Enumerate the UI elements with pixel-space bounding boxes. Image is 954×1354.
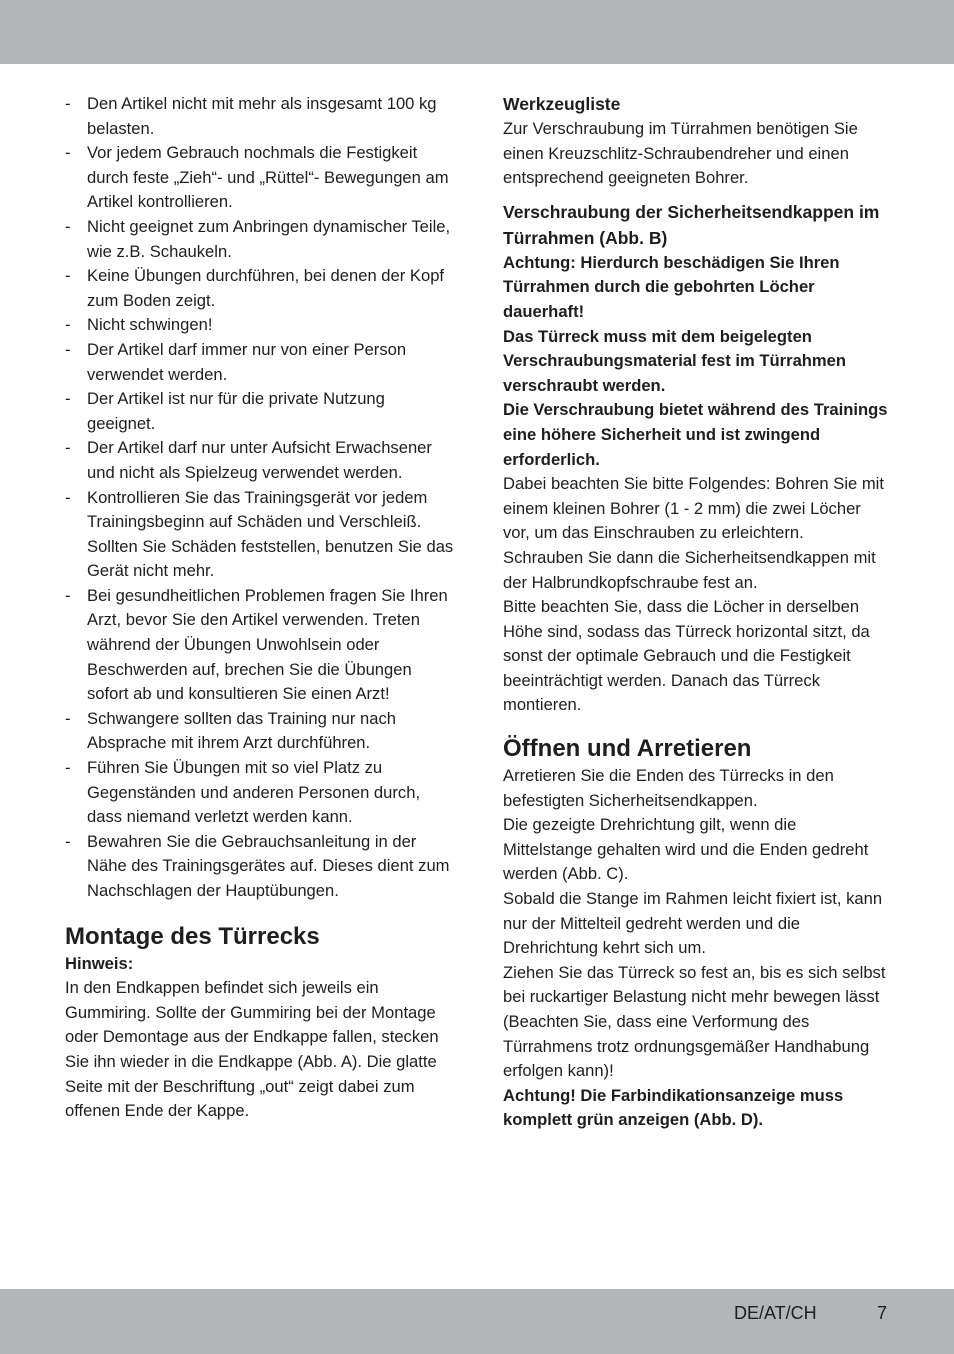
note-text: In den Endkappen befindet sich jeweils ein Gummiring. Sollte der Gummiring bei der Montage oder Demontage aus der Endkappe fallen, stecken Sie ihn wieder in die Endkappe (Abb. A). Die glatte Seite mit der Beschriftung „out“ zeigt dabei zum offenen Ende der Kappe. <box>65 978 439 1121</box>
open-paragraph-4: Ziehen Sie das Türreck so fest an, bis es sich selbst bei ruckartiger Belastung nicht mehr bewegen lässt (Beachten Sie, dass eine Verformung des Türrahmens trotz ordnungsgemäßer Handhabung erfolgen kann)! <box>503 962 886 1081</box>
list-item: - Nicht schwingen! <box>65 313 457 338</box>
list-item: - Nicht geeignet zum Anbringen dynamischer Teile, wie z.B. Schaukeln. <box>65 215 457 264</box>
tools-text: Zur Verschraubung im Türrahmen benötigen Sie einen Kreuzschlitz-Schraubendreher und einen entsprechend geeigneten Bohrer. <box>503 119 858 188</box>
note-label: Hinweis: <box>65 953 134 973</box>
tools-heading: Werkzeugliste <box>503 94 621 114</box>
list-item: - Kontrollieren Sie das Trainingsgerät vor jedem Trainingsbeginn auf Schäden und Verschleiß. Sollten Sie Schäden feststellen, benutzen Sie das Gerät nicht mehr. <box>65 486 457 584</box>
open-paragraph-2: Die gezeigte Drehrichtung gilt, wenn die Mittelstange gehalten wird und die Enden gedreht werden (Abb. C). <box>503 815 869 884</box>
list-item: - Den Artikel nicht mit mehr als insgesamt 100 kg belasten. <box>65 92 457 141</box>
list-item: - Der Artikel darf nur unter Aufsicht Erwachsener und nicht als Spielzeug verwendet werden. <box>65 436 457 485</box>
screwing-warning-2: Das Türreck muss mit dem beigelegten Verschraubungsmaterial fest im Türrahmen verschraubt werden. <box>503 326 847 395</box>
list-item: - Führen Sie Übungen mit so viel Platz zu Gegenständen und anderen Personen durch, dass niemand verletzt werden kann. <box>65 756 457 830</box>
screwing-text-1: Dabei beachten Sie bitte Folgendes: Bohren Sie mit einem kleinen Bohrer (1 - 2 mm) die zwei Löcher vor, um das Einschrauben zu erleichtern. Schrauben Sie dann die Sicherheitsendkappen mit der Halbrundkopfschraube fest an. <box>503 474 884 592</box>
list-item: - Bewahren Sie die Gebrauchsanleitung in der Nähe des Trainingsgerätes auf. Dieses dient zum Nachschlagen der Hauptübungen. <box>65 830 457 904</box>
open-paragraph-1: Arretieren Sie die Enden des Türrecks in den befestigten Sicherheitsendkappen. <box>503 766 834 810</box>
page-number: 7 <box>877 1303 888 1323</box>
open-heading: Öffnen und Arretieren <box>503 735 752 763</box>
right-column <box>503 92 888 1133</box>
footer-region-label: DE/AT/CH <box>734 1303 817 1323</box>
screwing-heading: Verschraubung der Sicherheitsendkappen im Türrahmen (Abb. B) <box>503 201 880 248</box>
open-warning: Achtung! Die Farbindikationsanzeige muss komplett grün anzeigen (Abb. D). <box>503 1085 844 1130</box>
screwing-warning-1: Achtung: Hierdurch beschädigen Sie Ihren Türrahmen durch die gebohrten Löcher dauerhaft! <box>503 252 840 321</box>
open-paragraph-3: Sobald die Stange im Rahmen leicht fixiert ist, kann nur der Mittelteil gedreht werden und die Drehrichtung kehrt sich um. <box>503 889 883 958</box>
list-item: - Der Artikel darf immer nur von einer Person verwendet werden. <box>65 338 457 387</box>
list-item: - Schwangere sollten das Training nur nach Absprache mit ihrem Arzt durchführen. <box>65 707 457 756</box>
list-item: - Der Artikel ist nur für die private Nutzung geeignet. <box>65 387 457 436</box>
list-item: - Bei gesundheitlichen Problemen fragen Sie Ihren Arzt, bevor Sie den Artikel verwenden. Treten während der Übungen Unwohlsein oder Beschwerden auf, brechen Sie die Übungen sofort ab und konsultieren Sie einen Arzt! <box>65 584 457 707</box>
screwing-text-2: Bitte beachten Sie, dass die Löcher in derselben Höhe sind, sodass das Türreck horizontal sitzt, da sonst der optimale Gebrauch und die Festigkeit beeinträchtigt werden. Danach das Türreck montieren. <box>503 597 870 715</box>
screwing-warning-3: Die Verschraubung bietet während des Trainings eine höhere Sicherheit und ist zwingend erforderlich. <box>503 400 888 469</box>
safety-list <box>65 92 457 904</box>
list-item: - Keine Übungen durchführen, bei denen der Kopf zum Boden zeigt. <box>65 264 457 313</box>
montage-heading: Montage des Türrecks <box>65 922 320 950</box>
header-bar <box>0 0 954 64</box>
list-item: - Vor jedem Gebrauch nochmals die Festigkeit durch feste „Zieh“- und „Rüttel“- Bewegungen am Artikel kontrollieren. <box>65 141 457 215</box>
left-column <box>65 92 457 1124</box>
